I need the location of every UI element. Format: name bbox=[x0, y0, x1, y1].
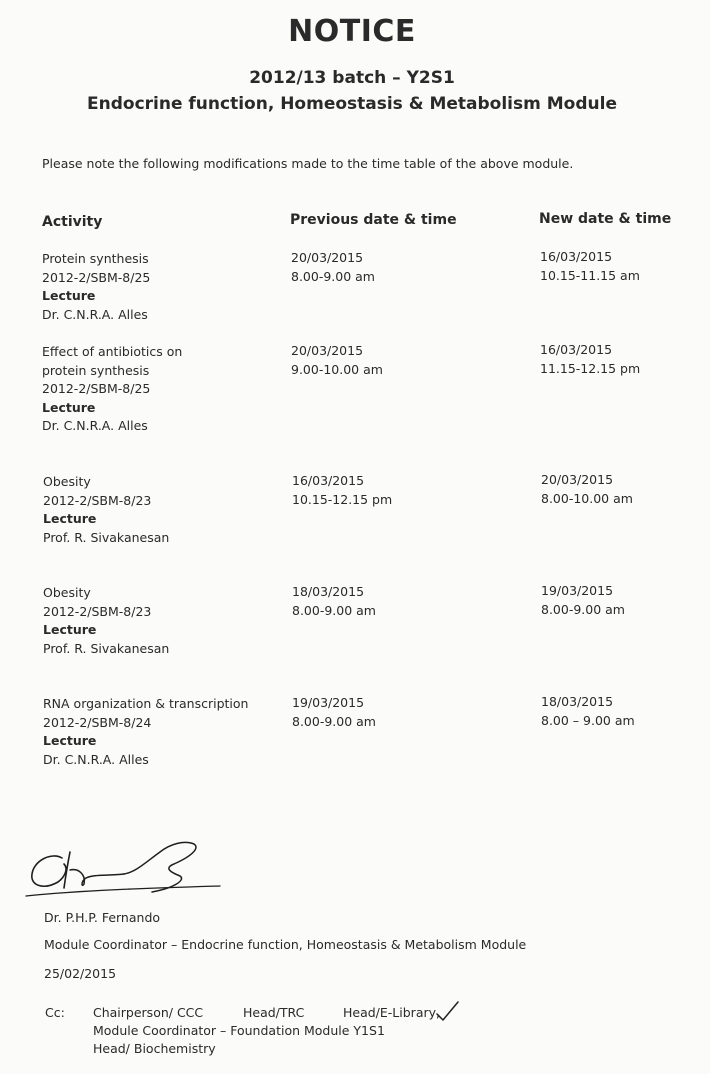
lecturer-name: Prof. R. Sivakanesan bbox=[43, 640, 170, 656]
activity-type: Lecture bbox=[43, 511, 97, 526]
activity-line: 2012-2/SBM-8/25 bbox=[42, 269, 151, 285]
lecturer-name: Dr. C.N.R.A. Alles bbox=[43, 751, 149, 767]
previous-date: 19/03/2015 bbox=[292, 695, 365, 710]
previous-time: 9.00-10.00 am bbox=[291, 361, 383, 377]
table-row-3-activity bbox=[43, 473, 169, 547]
activity-line: 2012-2/SBM-8/25 bbox=[42, 381, 151, 396]
table-row-5-previous bbox=[292, 694, 376, 731]
table-row-3-previous bbox=[292, 472, 392, 509]
table-row-4-new bbox=[541, 582, 625, 619]
module-heading: Endocrine function, Homeostasis & Metabolism Module bbox=[87, 94, 617, 114]
previous-time: 8.00-9.00 am bbox=[291, 268, 375, 284]
activity-type: Lecture bbox=[43, 733, 97, 748]
activity-type: Lecture bbox=[43, 622, 97, 637]
new-date: 16/03/2015 bbox=[540, 249, 613, 264]
coordinator-name: Dr. P.H.P. Fernando bbox=[44, 910, 161, 925]
header-new: New date & time bbox=[539, 211, 672, 227]
lecturer-name: Dr. C.N.R.A. Alles bbox=[42, 418, 148, 433]
previous-date: 20/03/2015 bbox=[291, 343, 364, 358]
activity-line: RNA organization & transcription bbox=[43, 696, 249, 711]
activity-line: Effect of antibiotics on bbox=[42, 344, 183, 359]
table-row-2-previous bbox=[291, 342, 383, 379]
table-row-1-new bbox=[540, 248, 640, 285]
cc-chairperson: Chairperson/ CCC bbox=[93, 1005, 204, 1020]
batch-heading: 2012/13 batch – Y2S1 bbox=[249, 68, 455, 88]
new-time: 8.00 – 9.00 am bbox=[541, 712, 635, 728]
new-date: 18/03/2015 bbox=[541, 694, 614, 709]
new-date: 20/03/2015 bbox=[541, 472, 614, 487]
header-activity: Activity bbox=[42, 214, 103, 230]
activity-type: Lecture bbox=[42, 288, 96, 303]
activity-type: Lecture bbox=[42, 399, 96, 415]
cc-label: Cc: bbox=[45, 1005, 65, 1020]
previous-date: 16/03/2015 bbox=[292, 473, 365, 488]
checkmark-icon bbox=[434, 1000, 460, 1022]
activity-line: 2012-2/SBM-8/23 bbox=[43, 603, 152, 619]
table-row-5-activity bbox=[43, 695, 248, 769]
activity-line: protein synthesis bbox=[42, 362, 150, 378]
table-row-5-new bbox=[541, 693, 635, 730]
new-date: 19/03/2015 bbox=[541, 583, 614, 598]
activity-line: 2012-2/SBM-8/23 bbox=[43, 492, 152, 508]
previous-date: 18/03/2015 bbox=[292, 584, 365, 599]
new-time: 8.00-10.00 am bbox=[541, 490, 633, 506]
new-time: 10.15-11.15 am bbox=[540, 267, 640, 283]
new-time: 11.15-12.15 pm bbox=[540, 360, 641, 376]
activity-line: Obesity bbox=[43, 474, 91, 489]
previous-time: 8.00-9.00 am bbox=[292, 602, 376, 618]
cc-head-elibrary: Head/E-Library, bbox=[343, 1005, 440, 1020]
activity-line: Obesity bbox=[43, 585, 91, 600]
notice-date: 25/02/2015 bbox=[44, 966, 117, 981]
previous-time: 8.00-9.00 am bbox=[292, 713, 376, 729]
coordinator-role: Module Coordinator – Endocrine function, Homeostasis & Metabolism Module bbox=[44, 937, 527, 952]
header-previous: Previous date & time bbox=[290, 212, 457, 228]
previous-time: 10.15-12.15 pm bbox=[292, 491, 393, 507]
previous-date: 20/03/2015 bbox=[291, 250, 364, 265]
table-row-1-previous bbox=[291, 249, 375, 286]
table-row-4-activity bbox=[43, 584, 169, 658]
activity-line: 2012-2/SBM-8/24 bbox=[43, 714, 152, 730]
table-row-3-new bbox=[541, 471, 633, 508]
cc-head-biochemistry: Head/ Biochemistry bbox=[93, 1041, 216, 1056]
cc-module-coordinator: Module Coordinator – Foundation Module Y1S1 bbox=[93, 1023, 385, 1038]
signature-image bbox=[24, 838, 234, 908]
cc-head-trc: Head/TRC bbox=[243, 1005, 305, 1020]
activity-line: Protein synthesis bbox=[42, 251, 149, 266]
notice-title: NOTICE bbox=[288, 14, 416, 49]
table-row-2-activity bbox=[42, 343, 182, 436]
table-row-4-previous bbox=[292, 583, 376, 620]
lecturer-name: Dr. C.N.R.A. Alles bbox=[42, 306, 148, 322]
lecturer-name: Prof. R. Sivakanesan bbox=[43, 529, 170, 545]
table-row-1-activity bbox=[42, 250, 150, 324]
table-row-2-new bbox=[540, 341, 640, 378]
new-time: 8.00-9.00 am bbox=[541, 601, 625, 617]
intro-text: Please note the following modifications made to the time table of the above module. bbox=[42, 156, 574, 171]
new-date: 16/03/2015 bbox=[540, 342, 613, 357]
